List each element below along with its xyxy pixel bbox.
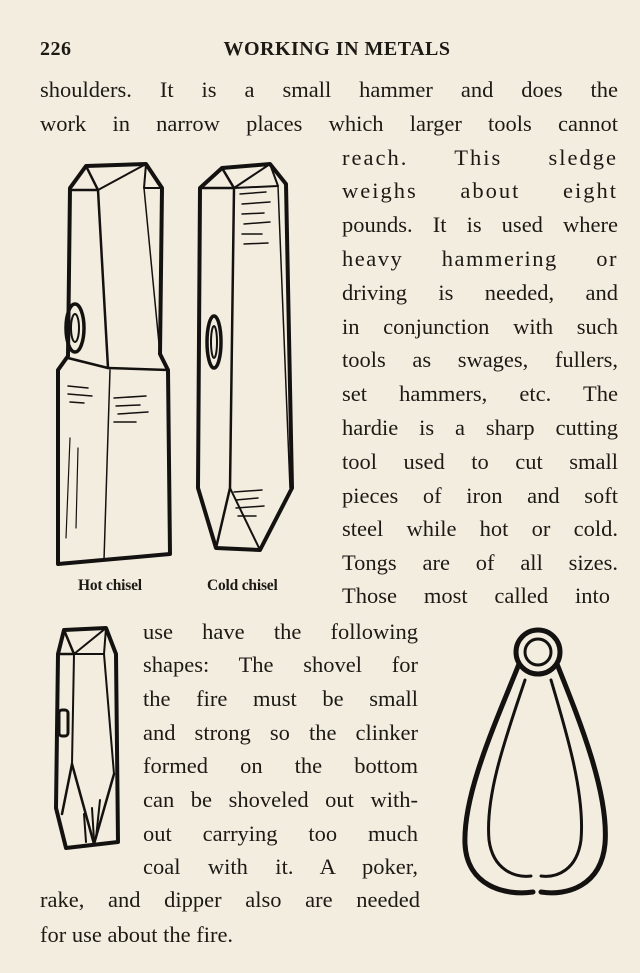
cold-chisel-caption: Cold chisel — [207, 577, 278, 594]
text-line: heavy hammering or — [342, 246, 618, 271]
text-line: Those most called into — [342, 583, 610, 608]
text-line: shapes: The shovel for — [143, 652, 418, 677]
hot-chisel-illustration — [48, 158, 178, 570]
text-line: steel while hot or cold. — [342, 516, 618, 541]
cold-chisel-illustration — [190, 158, 300, 558]
text-line: and strong so the clinker — [143, 720, 418, 745]
text-line: reach. This sledge — [342, 145, 618, 170]
text-line: Tongs are of all sizes. — [342, 550, 618, 575]
text-line: pounds. It is used where — [342, 212, 618, 237]
text-line: out carrying too much — [143, 821, 418, 846]
text-line: tool used to cut small — [342, 449, 618, 474]
text-line: in conjunction with such — [342, 314, 618, 339]
text-line: pieces of iron and soft — [342, 483, 618, 508]
text-line: rake, and dipper also are needed — [40, 887, 420, 912]
text-line: set hammers, etc. The — [342, 381, 618, 406]
page-header — [40, 38, 616, 66]
sledge-illustration — [44, 624, 124, 854]
text-line: the fire must be small — [143, 686, 418, 711]
text-line: use have the following — [143, 619, 418, 644]
text-line: hardie is a sharp cutting — [342, 415, 618, 440]
text-line: shoulders. It is a small hammer and does the — [40, 77, 618, 102]
text-line: work in narrow places which larger tools cannot — [40, 111, 618, 136]
text-line: formed on the bottom — [143, 753, 418, 778]
text-line: tools as swages, fullers, — [342, 347, 618, 372]
text-line: weighs about eight — [342, 178, 618, 203]
page-number: 226 — [40, 38, 72, 60]
text-line: for use about the fire. — [40, 922, 234, 947]
running-head: WORKING IN METALS — [223, 38, 451, 60]
text-line: coal with it. A poker, — [143, 854, 418, 879]
text-line: driving is needed, and — [342, 280, 618, 305]
hot-chisel-caption: Hot chisel — [78, 577, 142, 594]
text-line: can be shoveled out with- — [143, 787, 418, 812]
tongs-illustration — [455, 624, 615, 904]
